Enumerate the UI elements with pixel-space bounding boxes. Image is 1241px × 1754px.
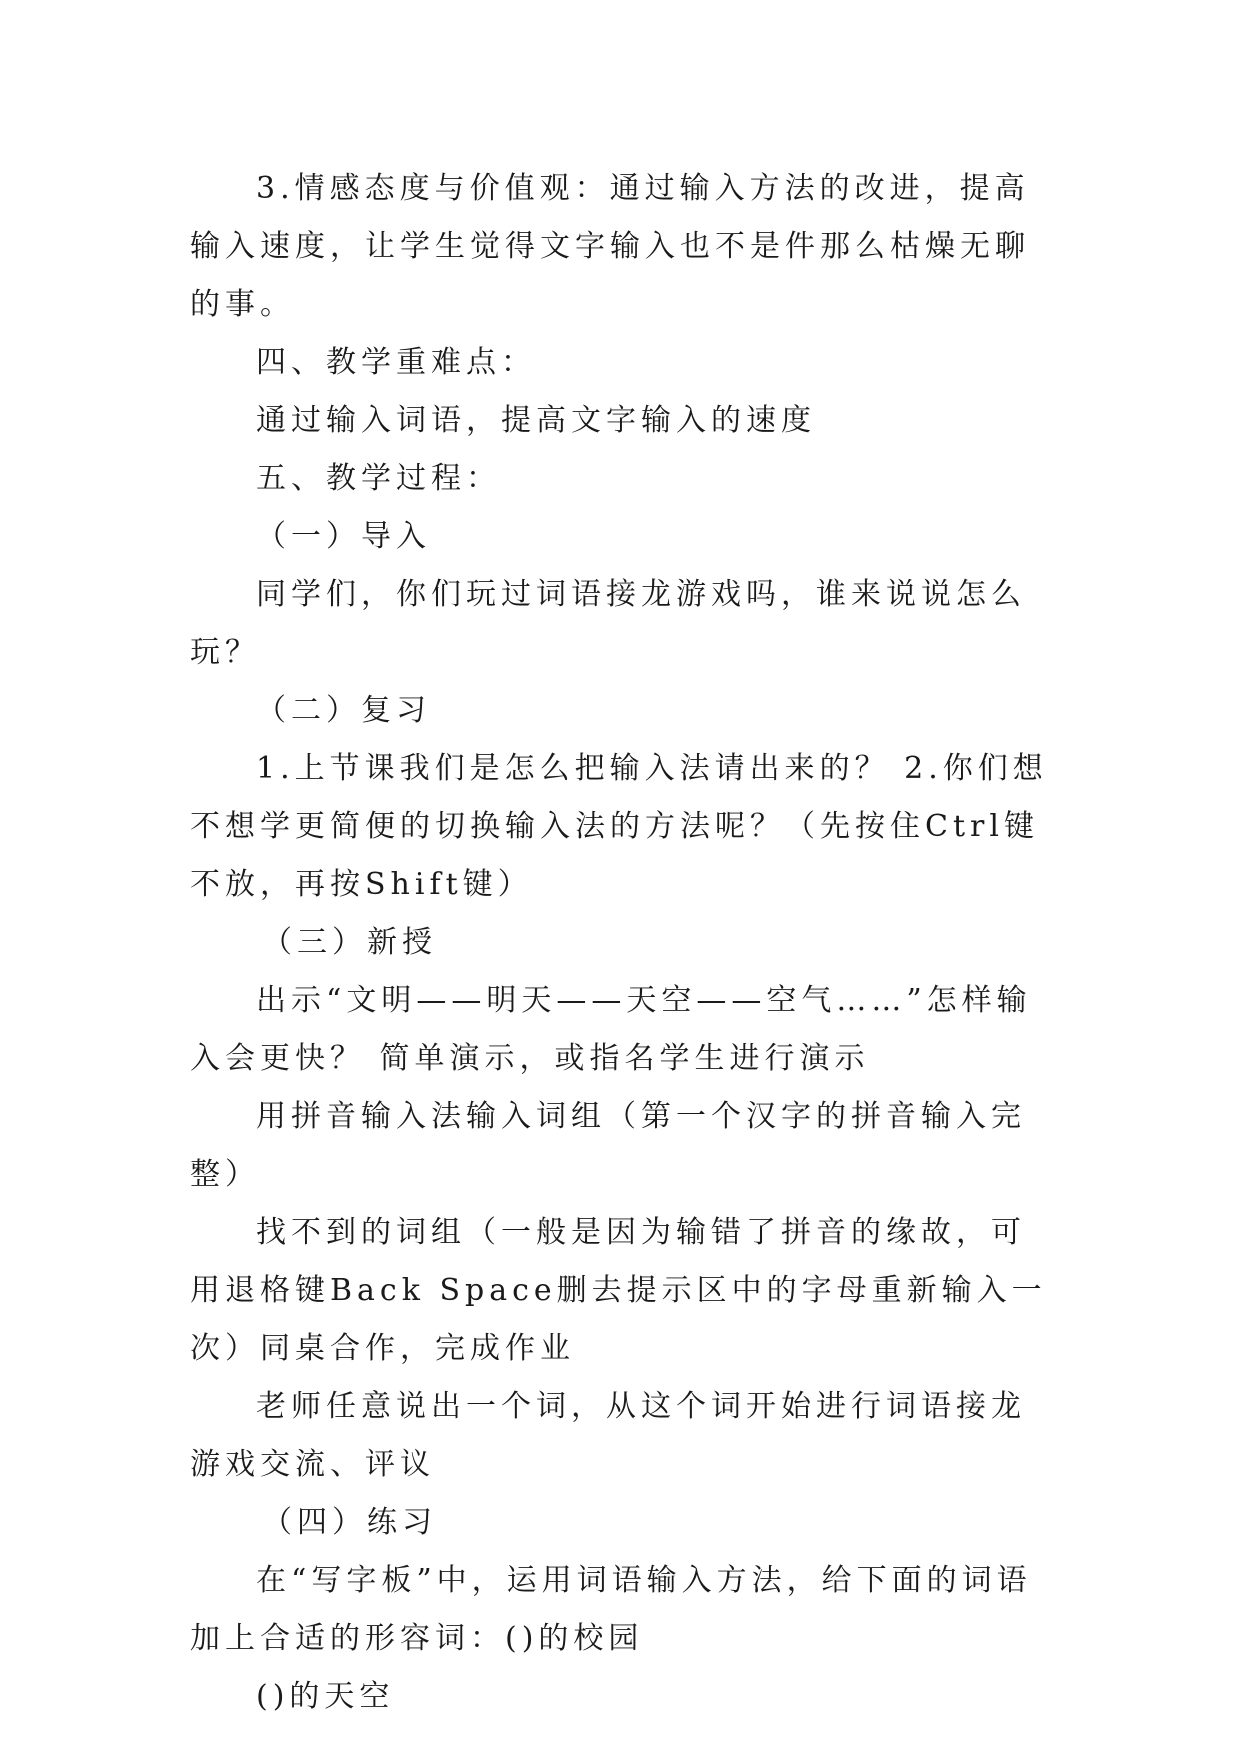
document-body <box>190 160 1050 1726</box>
paragraph-pinyin-input: 用拼音输入法输入词组（第一个汉字的拼音输入完整） <box>190 1099 1026 1192</box>
subheading-practice: （四）练习 <box>262 1505 437 1540</box>
paragraph-word-chain: 老师任意说出一个词，从这个词开始进行词语接龙游戏交流、评议 <box>190 1389 1026 1482</box>
heading-teaching-process: 五、教学过程： <box>256 461 501 496</box>
paragraph-practice: 在“写字板”中，运用词语输入方法，给下面的词语加上合适的形容词：()的校园 <box>190 1563 1032 1656</box>
paragraph-missing-words: 找不到的词组（一般是因为输错了拼音的缘故，可用退格键Back Space删去提示区中的字母重新输入一次）同桌合作，完成作业 <box>190 1215 1047 1366</box>
paragraph-emotion-goal: 3.情感态度与价值观：通过输入方法的改进，提高输入速度，让学生觉得文字输入也不是件那么枯燥无聊的事。 <box>190 171 1030 322</box>
paragraph-key-points: 通过输入词语，提高文字输入的速度 <box>256 403 816 438</box>
subheading-new-lesson: （三）新授 <box>262 925 437 960</box>
paragraph-new-lesson-demo: 出示“文明——明天——天空——空气……”怎样输入会更快？ 简单演示，或指名学生进行演示 <box>190 983 1032 1076</box>
subheading-introduction: （一）导入 <box>256 519 431 554</box>
heading-key-points: 四、教学重难点： <box>256 345 536 380</box>
paragraph-sky: ()的天空 <box>256 1679 395 1714</box>
paragraph-review: 1.上节课我们是怎么把输入法请出来的？ 2.你们想不想学更简便的切换输入法的方法呢？（先按住Ctrl键不放，再按Shift键） <box>190 751 1048 902</box>
subheading-review: （二）复习 <box>256 693 431 728</box>
paragraph-introduction: 同学们，你们玩过词语接龙游戏吗，谁来说说怎么玩？ <box>190 577 1026 670</box>
